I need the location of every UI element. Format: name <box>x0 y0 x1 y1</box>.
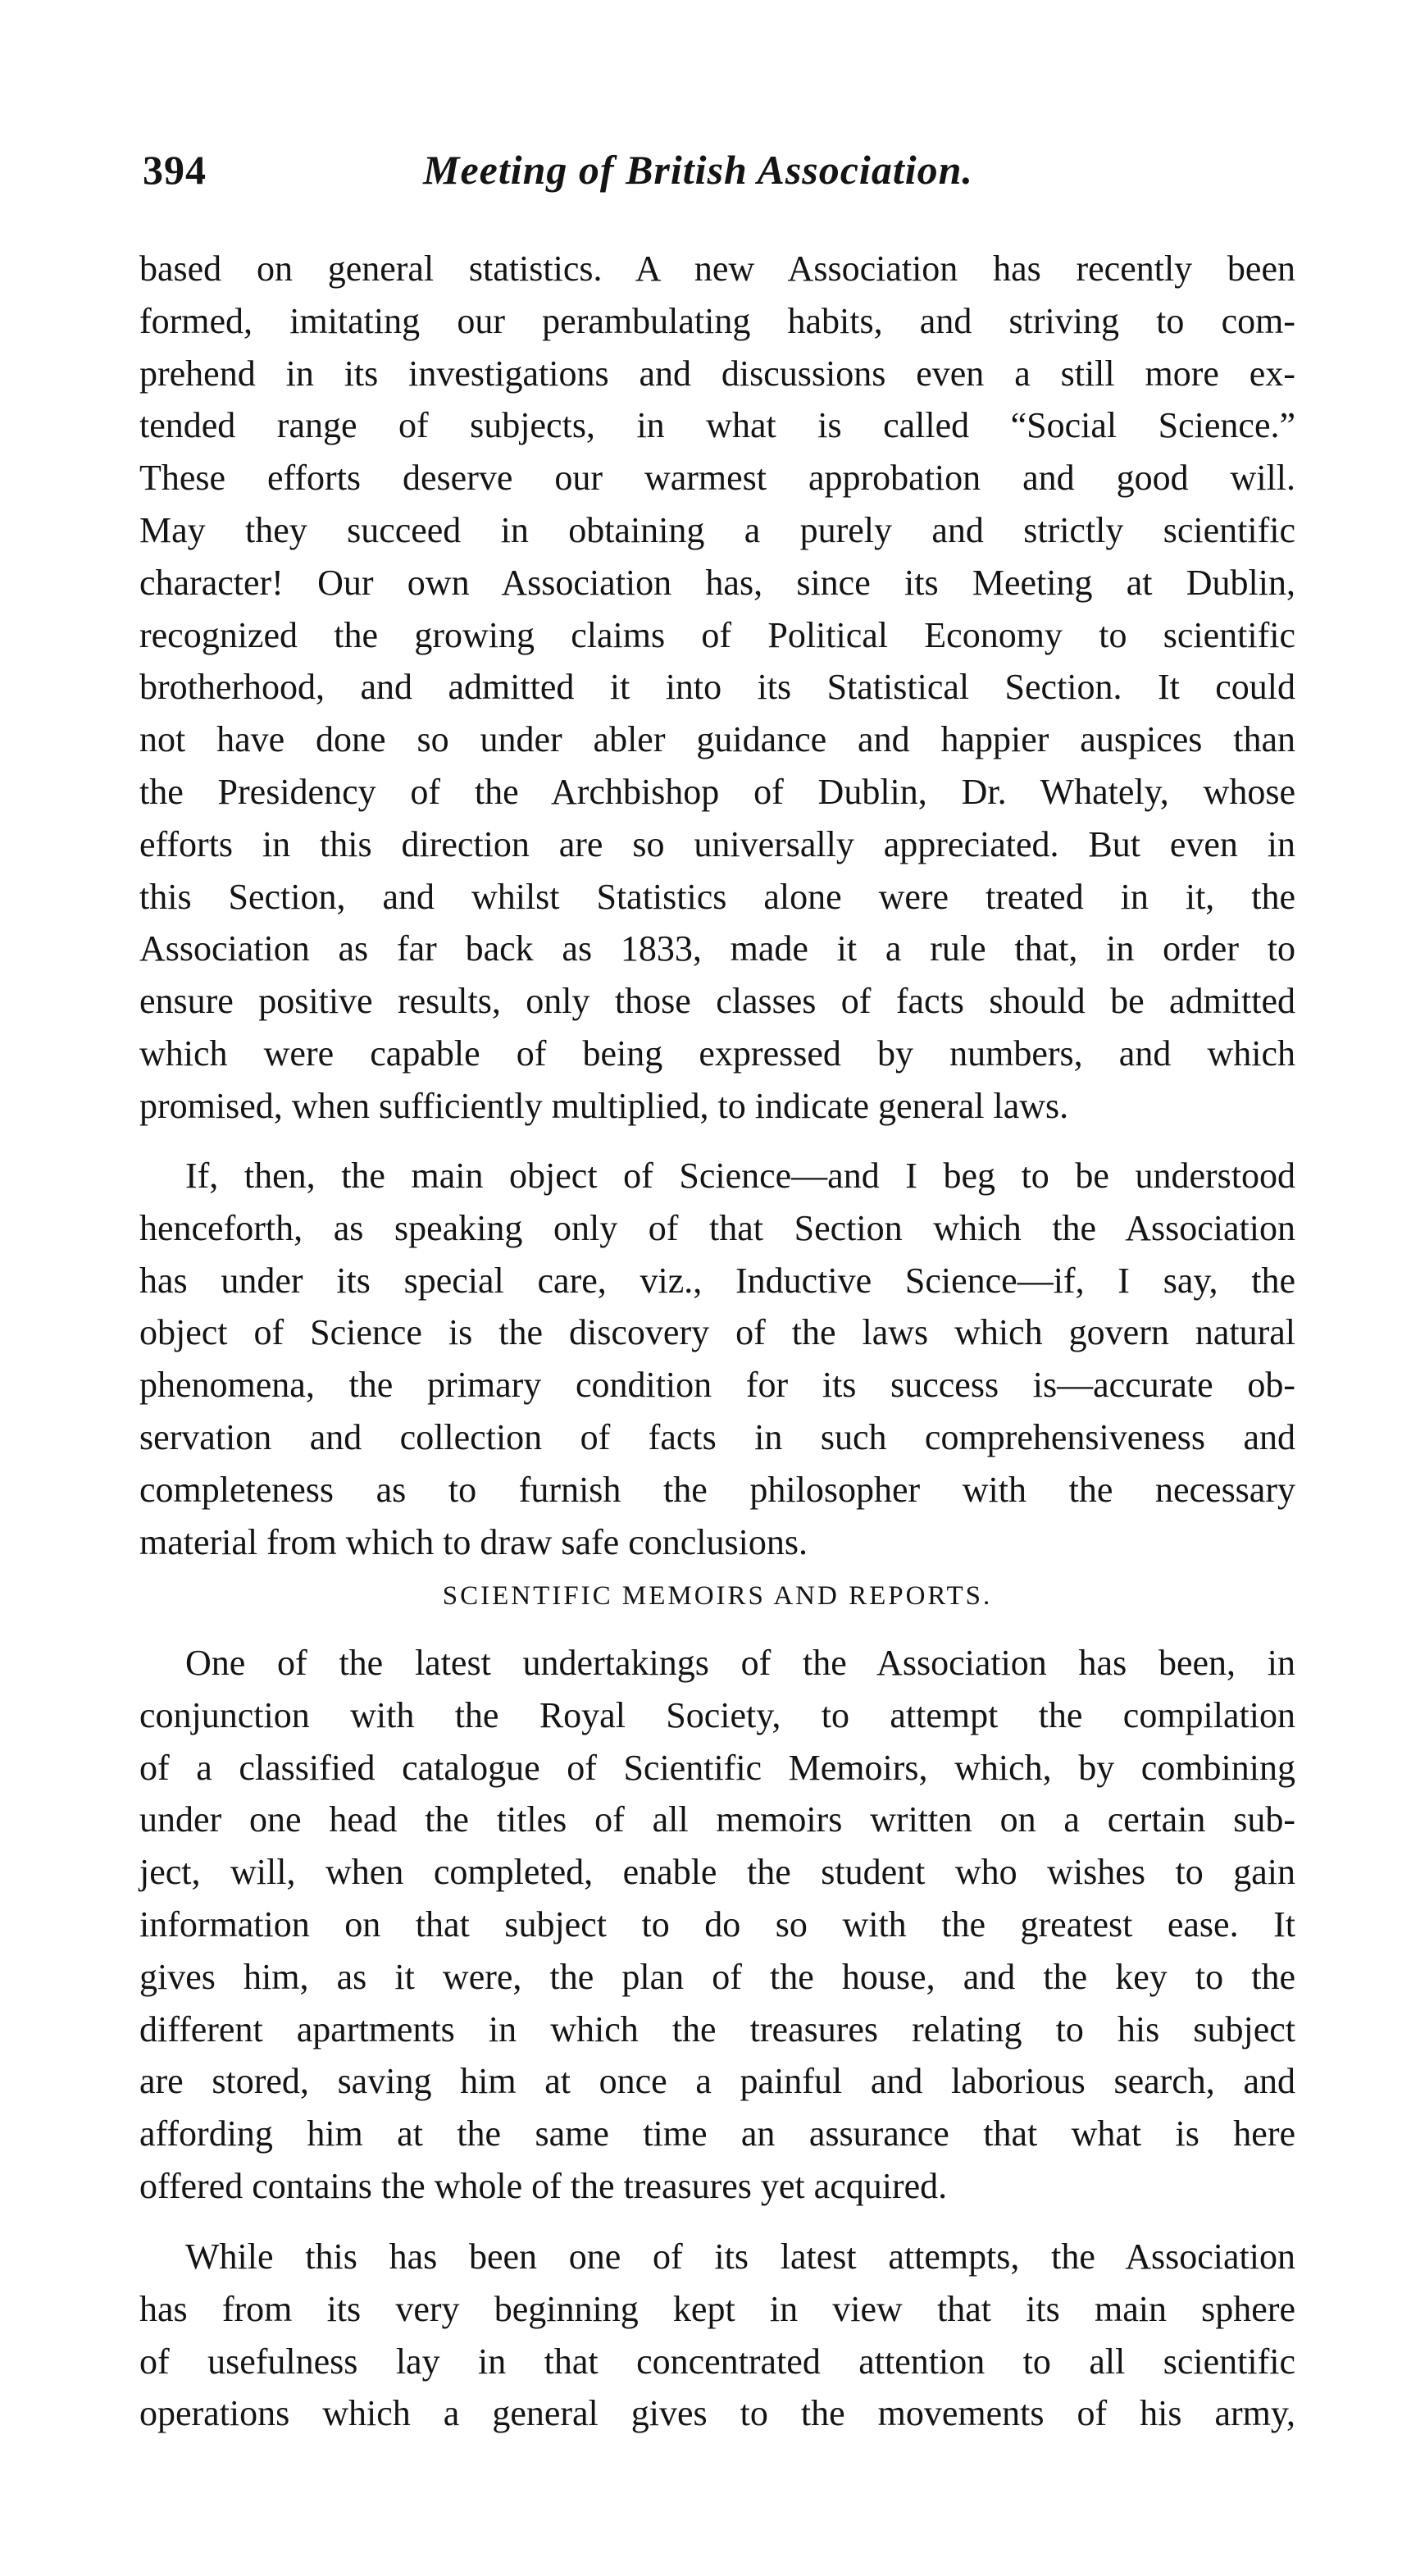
text-line: under one head the titles of all memoirs written on a certain sub- <box>139 1799 1295 1840</box>
text-line: These efforts deserve our warmest approbation and good will. <box>139 458 1295 499</box>
text-line: While this has been one of its latest attempts, the Association <box>185 2236 1295 2277</box>
paragraph-continuation <box>139 243 1295 1133</box>
text-line: henceforth, as speaking only of that Section which the Association <box>139 1207 1295 1248</box>
text-line: formed, imitating our perambulating habits, and striving to com- <box>139 300 1295 341</box>
paragraph-object-of-science <box>139 1150 1295 1568</box>
text-line: operations which a general gives to the movements of his army, <box>139 2393 1295 2434</box>
book-page <box>139 0 1295 2576</box>
running-title: Meeting of British Association. <box>423 147 973 193</box>
text-line: character! Our own Association has, since its Meeting at Dublin, <box>139 562 1295 603</box>
text-line: brotherhood, and admitted it into its Statistical Section. It could <box>139 667 1295 708</box>
text-line: completeness as to furnish the philosopher with the necessary <box>139 1469 1295 1510</box>
section-heading: SCIENTIFIC MEMOIRS AND REPORTS. <box>442 1581 993 1611</box>
paragraph-scientific-memoirs <box>139 1637 1295 2213</box>
text-line: phenomena, the primary condition for its success is—accurate ob- <box>139 1365 1295 1406</box>
text-line: of a classified catalogue of Scientific Memoirs, which, by combining <box>139 1747 1295 1788</box>
text-line: are stored, saving him at once a painful and laborious search, and <box>139 2061 1295 2102</box>
text-line: tended range of subjects, in what is called “Social Science.” <box>139 405 1295 446</box>
text-line: conjunction with the Royal Society, to attempt the compilation <box>139 1694 1295 1735</box>
text-line: gives him, as it were, the plan of the house, and the key to the <box>139 1956 1295 1997</box>
text-line: which were capable of being expressed by numbers, and which <box>139 1033 1295 1074</box>
text-line: Association as far back as 1833, made it a rule that, in order to <box>139 928 1295 969</box>
running-head <box>139 146 1295 203</box>
text-line: One of the latest undertakings of the Association has been, in <box>185 1643 1295 1683</box>
text-line: offered contains the whole of the treasures yet acquired. <box>139 2165 948 2206</box>
text-line: material from which to draw safe conclusions. <box>139 1521 808 1562</box>
text-line: based on general statistics. A new Association has recently been <box>139 248 1295 289</box>
text-line: has under its special care, viz., Inductive Science—if, I say, the <box>139 1260 1295 1301</box>
text-line: recognized the growing claims of Political Economy to scientific <box>139 614 1295 655</box>
text-line: has from its very beginning kept in view that its main sphere <box>139 2288 1295 2329</box>
text-line: this Section, and whilst Statistics alone were treated in it, the <box>139 876 1295 917</box>
text-line: object of Science is the discovery of the laws which govern natural <box>139 1312 1295 1353</box>
text-line: the Presidency of the Archbishop of Dublin, Dr. Whately, whose <box>139 771 1295 812</box>
text-line: May they succeed in obtaining a purely and strictly scientific <box>139 509 1295 550</box>
page-number: 394 <box>143 147 207 193</box>
text-line: affording him at the same time an assurance that what is here <box>139 2113 1295 2154</box>
text-line: not have done so under abler guidance and happier auspices than <box>139 719 1295 760</box>
text-line: prehend in its investigations and discussions even a still more ex- <box>139 353 1295 394</box>
text-line: servation and collection of facts in such comprehensiveness and <box>139 1416 1295 1457</box>
text-line: promised, when sufficiently multiplied, to indicate general laws. <box>139 1085 1069 1126</box>
text-line: If, then, the main object of Science—and I beg to be understood <box>185 1156 1295 1196</box>
text-line: information on that subject to do so with the greatest ease. It <box>139 1904 1295 1945</box>
paragraph-association-sphere <box>139 2231 1295 2440</box>
text-line: ensure positive results, only those classes of facts should be admitted <box>139 981 1295 1022</box>
text-line: efforts in this direction are so universally appreciated. But even in <box>139 823 1295 864</box>
text-line: ject, will, when completed, enable the student who wishes to gain <box>139 1852 1295 1893</box>
text-line: of usefulness lay in that concentrated attention to all scientific <box>139 2341 1295 2382</box>
text-line: different apartments in which the treasures relating to his subject <box>139 2008 1295 2049</box>
